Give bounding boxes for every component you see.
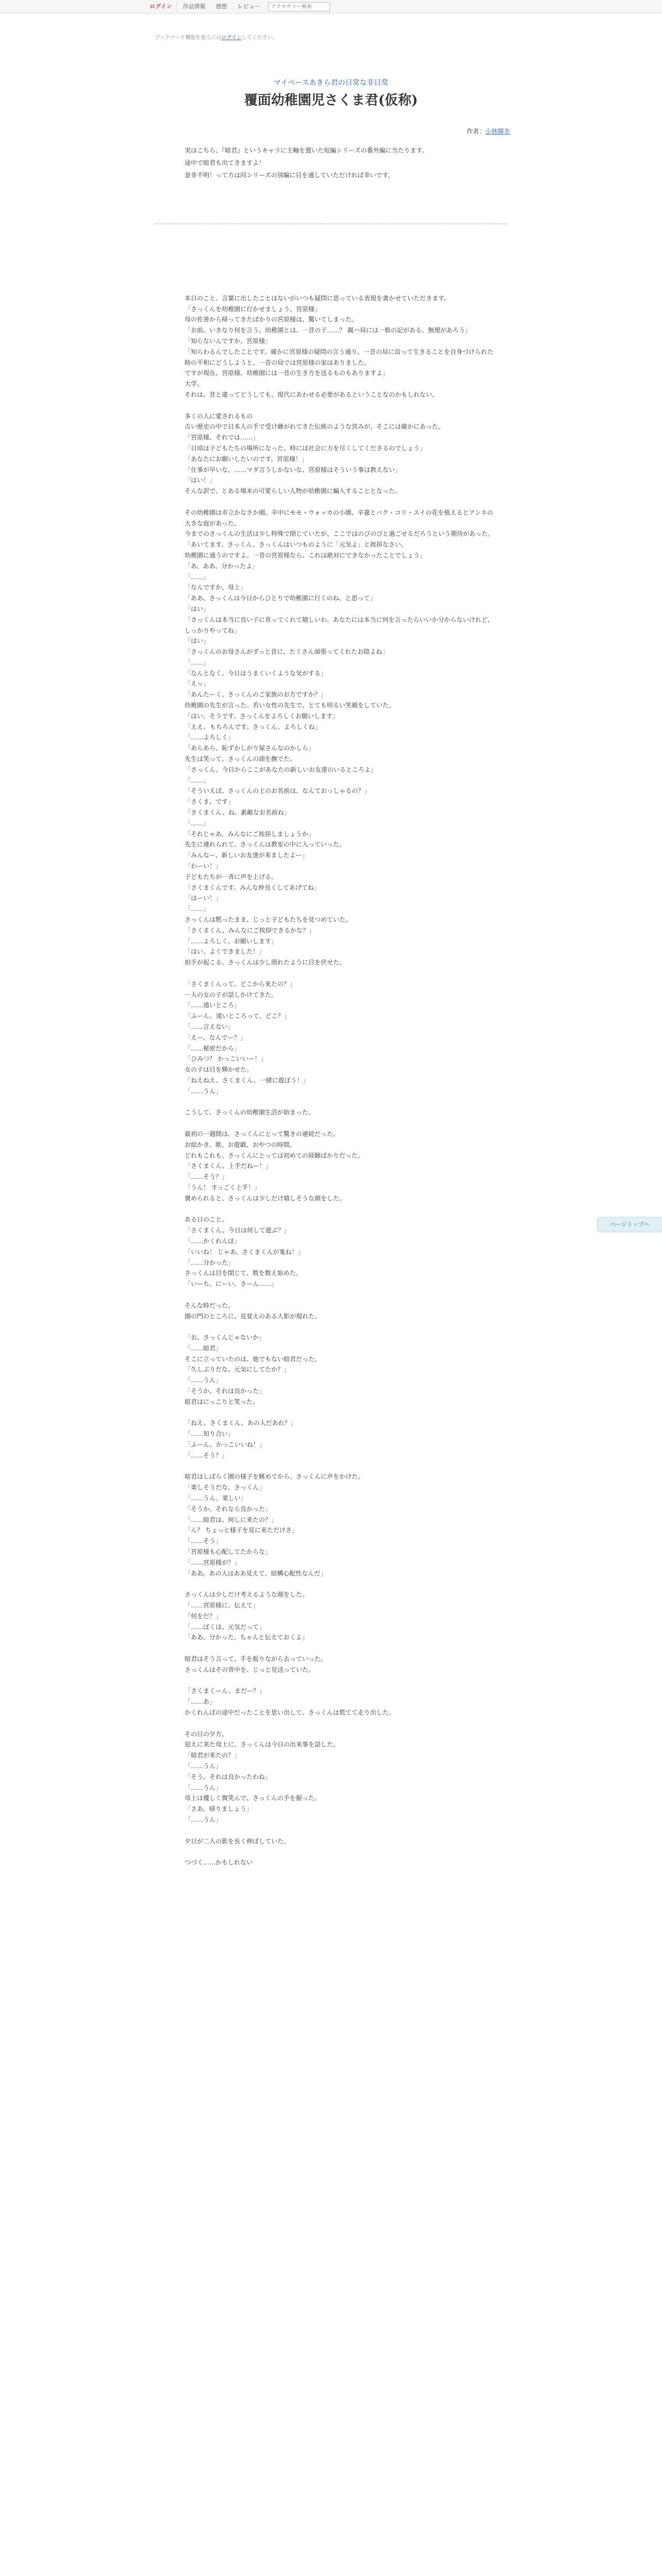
story-paragraph: 「……ぼくは、元気だって」 <box>185 1623 266 1631</box>
story-paragraph: 「さっくんを幼稚園に行かせましょう、宮原様」 <box>185 305 321 313</box>
story-paragraph: 幼稚園の先生が言った。若い女性の先生で、とても明るい笑顔をしていた。 <box>185 702 395 709</box>
story-paragraph: 暗君はにっこりと笑った。 <box>185 1398 259 1405</box>
story-paragraph: 「……分かった」 <box>185 1259 235 1266</box>
story-paragraph: 先生に連れられて、さっくんは教室の中に入っていった。 <box>185 841 345 849</box>
story-paragraph: 「さくまくん、みんなにご挨拶できるかな？」 <box>185 926 315 934</box>
series-title-link[interactable]: マイペースあきら君の日常な非日常 <box>273 79 389 87</box>
author-label: 作者： <box>466 128 485 135</box>
story-paragraph: さっくんは目を閉じて、数を数え始めた。 <box>185 1269 302 1277</box>
story-paragraph: そこに立っていたのは、他でもない暗君だった。 <box>185 1355 321 1363</box>
page-top-button[interactable]: ページトップへ <box>597 1217 662 1232</box>
story-paragraph: 「宮原様、それでは……」 <box>185 434 259 442</box>
story-paragraph: 大学。 <box>185 380 204 388</box>
story-paragraph: さっくんは黙ったまま、じっと子どもたちを見つめていた。 <box>185 916 352 924</box>
story-paragraph: 「……宮原様に、伝えて」 <box>185 1602 259 1609</box>
story-paragraph: さっくんは少しだけ考えるような顔をした。 <box>185 1591 309 1599</box>
story-paragraph: 「そういえば、さっくんの上のお名前は、なんておっしゃるの？」 <box>185 787 371 795</box>
story-paragraph: 「そう。それは良かったわね」 <box>185 1773 272 1781</box>
story-paragraph <box>185 497 494 507</box>
preface-line: 実はこちら、『暗君』というキャラに主軸を置いた短編シリーズの番外編に当たります。 <box>185 147 428 154</box>
story-paragraph: 「……」 <box>185 905 210 913</box>
story-paragraph <box>185 968 494 979</box>
story-paragraph: 「そうか。それなら良かった」 <box>185 1505 272 1513</box>
story-paragraph: 「さあ、帰りましょう」 <box>185 1805 253 1813</box>
story-paragraph <box>185 1461 494 1472</box>
story-paragraph: 「暗君が来たの？」 <box>185 1752 241 1759</box>
story-paragraph: そんな時だった。 <box>185 1301 235 1309</box>
story-paragraph: 「えー、なんでー？」 <box>185 1033 246 1041</box>
story-paragraph: 「あなたにお願いしたいのです。宮原様！」 <box>185 455 308 463</box>
preface-line: 是非不明！って方は同シリーズの別編に目を通していただければ幸いです。 <box>185 172 394 179</box>
story-paragraph <box>185 1825 494 1836</box>
story-paragraph <box>185 1290 494 1300</box>
story-paragraph: その幼稚園は市立かなさか園。辛中にモモ・ウォッカの小園、辛嘉とバク・コリ・スイの花を植えるとアンネの大きな庭があった。 <box>185 509 493 527</box>
story-paragraph: 「はーい！」 <box>185 894 222 902</box>
story-paragraph: 多くの人に愛されるもの <box>185 412 253 420</box>
story-paragraph: 迎えに来た母上に、さっくんは今日の出来事を話した。 <box>185 1741 340 1749</box>
story-paragraph: それは、昔と違ってどうしても、現代にあわせる必要があるということなのかもしれない。 <box>185 391 439 398</box>
story-paragraph: 「……遠いところ」 <box>185 1002 241 1009</box>
story-paragraph: さっくんはその背中を、じっと見送っていた。 <box>185 1666 315 1673</box>
nav-login-link[interactable]: ログイン <box>144 0 177 13</box>
story-paragraph: 「ん？ ちょっと様子を見に来ただけさ」 <box>185 1527 298 1534</box>
story-paragraph: 「はい！」 <box>185 477 216 484</box>
story-paragraph <box>185 1643 494 1654</box>
story-paragraph: 「みんなー、新しいお友達が来ましたよー」 <box>185 852 308 859</box>
story-paragraph: 「……知り合い」 <box>185 1430 235 1438</box>
story-paragraph: 「……そう？」 <box>185 1173 228 1181</box>
story-paragraph: 「……うん」 <box>185 1784 222 1791</box>
story-paragraph <box>185 1675 494 1686</box>
story-body <box>185 282 494 1868</box>
story-paragraph: 「久しぶりだな。元気にしてたか？」 <box>185 1366 290 1374</box>
story-paragraph <box>185 282 494 293</box>
story-paragraph: 「日頃は子どもたちの場所になった、時には社会に力を尽くしてくださるのでしょう」 <box>185 444 426 452</box>
story-paragraph: 「そうか、それは良かった」 <box>185 1387 266 1395</box>
story-paragraph: 「あんたーく、さっくんのご家族のお方ですか？」 <box>185 691 327 699</box>
story-paragraph: 最初の一週間は、さっくんにとって驚きの連続だった。 <box>185 1130 339 1138</box>
story-paragraph <box>185 1579 494 1589</box>
nav-works-link[interactable]: 作品情報 <box>183 3 206 10</box>
story-paragraph <box>185 400 494 411</box>
story-paragraph: 園の門のところに、見覚えのある人影が現れた。 <box>185 1312 321 1320</box>
story-paragraph: 「ひみつ？ かっこいいー！」 <box>185 1055 267 1063</box>
story-paragraph <box>185 1204 494 1215</box>
author-line <box>467 127 510 135</box>
story-paragraph: 「うん！ すっごく上手！」 <box>185 1183 261 1191</box>
story-paragraph: こうして、さっくんの幼稚園生活が始まった。 <box>185 1109 315 1116</box>
story-paragraph: 「お前、いきなり何を言う。幼稚園とは、一昔の子……？ 親ハ局には一般の記がある、無理があろう」 <box>185 327 471 334</box>
story-paragraph: 夕日が二人の影を長く伸ばしていた。 <box>185 1837 290 1845</box>
story-paragraph: そんな訳で、とある場末の可愛らしい人物が幼稚園に編入することとなった。 <box>185 487 401 495</box>
story-paragraph: 「ふーん。遠いところって、どこ？」 <box>185 1012 290 1020</box>
nav-menu <box>144 0 330 13</box>
story-paragraph: 拍手が起こる。さっくんは少し照れたように目を伏せた。 <box>185 959 346 967</box>
story-paragraph: 「……」 <box>185 776 210 784</box>
story-paragraph: 「さくまくん、今日は何して遊ぶ？」 <box>185 1227 290 1234</box>
story-paragraph: 「あ、ああ、分かったよ」 <box>185 562 259 570</box>
story-paragraph: 「……」 <box>185 573 210 581</box>
story-paragraph: 「ええ、もちろんです。さっくん、よろしくね」 <box>185 723 321 731</box>
story-paragraph: 「……」 <box>185 658 210 666</box>
story-paragraph: 「……うん」 <box>185 1816 222 1823</box>
story-paragraph: 「……うん」 <box>185 1087 222 1095</box>
story-paragraph: ある日のこと。 <box>185 1216 228 1224</box>
story-paragraph: 「いーち、にーい、さーん……」 <box>185 1280 278 1288</box>
story-paragraph: 「なんですか、母上」 <box>185 584 247 591</box>
story-paragraph: 「仕事が早いな。……マダ言うしかないな、宮原様はそういう事は教えない」 <box>185 466 402 473</box>
story-paragraph: 「はい」 <box>185 605 210 613</box>
story-paragraph <box>185 1718 494 1729</box>
story-paragraph: 「えっ」 <box>185 680 210 688</box>
story-paragraph: 「……言えない」 <box>185 1023 235 1030</box>
story-paragraph: お絵かき、歌、お遊戯、おやつの時間。 <box>185 1141 296 1148</box>
notice-login-link[interactable]: ログイン <box>221 35 242 41</box>
story-paragraph <box>185 1097 494 1108</box>
story-paragraph: 「……うん」 <box>185 1377 222 1384</box>
story-paragraph: 「さっくん、今日からここがあなたの新しいお友達のいるところよ」 <box>185 766 377 773</box>
story-paragraph: 「ねえねえ、さくまくん、一緒に遊ぼう！」 <box>185 1076 309 1084</box>
story-paragraph: 「なんとなく、今日はうまくいくような気がする」 <box>185 669 327 677</box>
story-paragraph: 女の子は目を輝かせた。 <box>185 1066 253 1074</box>
story-paragraph: 「はい、そうです。さっくんをよろしくお願いします」 <box>185 712 339 720</box>
story-paragraph: 「……」 <box>185 819 210 827</box>
story-paragraph: 「……暗君」 <box>185 1344 222 1352</box>
story-paragraph: 「……そう？」 <box>185 1451 228 1459</box>
story-paragraph: 暗君はそう言って、手を振りながら去っていった。 <box>185 1655 327 1663</box>
story-paragraph: 「それじゃあ、みんなにご挨拶しましょうか」 <box>185 830 315 838</box>
story-paragraph: 古い歴史の中で日本人の手で受け継がれてきた伝統のような営みが、そこには確かにあった。 <box>185 423 444 431</box>
story-paragraph: 「あらあら、恥ずかしがり屋さんなのかしら」 <box>185 744 315 752</box>
story-paragraph: 「さくま、です」 <box>185 798 235 806</box>
story-paragraph: 「……秘密だから」 <box>185 1044 241 1052</box>
story-paragraph: 「……そう」 <box>185 1537 222 1545</box>
story-paragraph: 暗君はしばらく園の様子を眺めてから、さっくんに声をかけた。 <box>185 1473 365 1481</box>
story-paragraph: 「知らわるんでしたことです。確かに宮原様の疑問の言う通り、一昔の局に沿って生きることを自身づけられた時の平和にどうしようと、一昔の局では宮原様の家はありました。 <box>185 348 494 366</box>
story-paragraph: 「さっくんのお母さんがずっと昔に、たくさん頑張ってくれたお陰よね」 <box>185 648 389 656</box>
story-paragraph: 「ああ、さっくんは今日からひとりで幼稚園に行くのね、と思って」 <box>185 595 376 602</box>
story-paragraph: 「さくまくん、上手だねー！」 <box>185 1162 272 1170</box>
story-paragraph <box>185 1408 494 1418</box>
story-paragraph: 本日のこと、言葉に出したことはないがいつも疑問に思っている表現を書かせていただきます。 <box>185 294 451 302</box>
story-paragraph: 「ああ、分かった。ちゃんと伝えておくよ」 <box>185 1634 308 1641</box>
story-paragraph: かくれんぼの途中だったことを思い出して、さっくんは慌てて走り出した。 <box>185 1708 395 1716</box>
story-paragraph: 「さくまくん、ね。素敵なお名前ね」 <box>185 809 290 817</box>
story-paragraph <box>185 1846 494 1857</box>
story-paragraph: 「はい、よくできました！」 <box>185 948 266 956</box>
bookmark-login-notice <box>155 33 278 41</box>
story-paragraph: 「さくまくんです。みんな仲良くしてあげてね」 <box>185 884 321 891</box>
story-paragraph: 「……宮原様が？」 <box>185 1558 241 1566</box>
notice-prefix: ブックマーク機能を使うには <box>155 35 222 41</box>
story-paragraph <box>185 1321 494 1332</box>
story-paragraph: 「……あ」 <box>185 1698 216 1706</box>
story-paragraph: 「……うん。楽しい」 <box>185 1495 247 1502</box>
notice-suffix: してください。 <box>241 35 278 41</box>
story-paragraph: 「お、さっくんじゃないか」 <box>185 1334 266 1342</box>
search-input[interactable] <box>268 2 330 11</box>
story-paragraph: どれもこれも、さっくんにとっては初めての経験ばかりだった。 <box>185 1151 364 1159</box>
story-paragraph: 「さっくんは本当に良い子に育ってくれて嬉しいわ。あなたには本当に何を言ったらいいか分からないけれど、しっかりやってね」 <box>185 616 494 634</box>
story-paragraph: 母の佐善から帰ってきたばかりの宮原様は、驚いてしまった。 <box>185 316 358 324</box>
story-paragraph: 「ふーん。かっこいいね！」 <box>185 1441 266 1449</box>
top-navigation-bar <box>0 0 662 13</box>
story-paragraph: 「……うん」 <box>185 1762 222 1770</box>
story-paragraph: つづく……かもしれない <box>185 1859 253 1867</box>
story-paragraph: 母上は優しく微笑んで、さっくんの手を握った。 <box>185 1794 321 1802</box>
story-paragraph: 「……暗君は、何しに来たの？」 <box>185 1516 278 1523</box>
story-paragraph: 「あいてます。さっくん。さっくんはいつものように「元気よ」と挨拶なさい。 <box>185 541 407 549</box>
story-paragraph: その日の夕方。 <box>185 1730 228 1738</box>
story-paragraph: 「楽しそうだな、さっくん」 <box>185 1484 266 1492</box>
story-paragraph: 今までのさっくんの生活は少し特殊で閉じていたが、ここではのびのびと過ごせるだろうという期待があった。 <box>185 530 494 538</box>
story-paragraph: 「……よろしく、お願いします」 <box>185 937 277 945</box>
page-title: 覆面幼稚園児さくま君(仮称) <box>244 93 418 108</box>
story-paragraph: 「知らないんですか、宮原様」 <box>185 337 272 345</box>
story-paragraph: 「ああ。あの人はああ見えて、結構心配性なんだ」 <box>185 1569 327 1577</box>
story-paragraph <box>185 1118 494 1129</box>
nav-review-link[interactable]: レビュー <box>237 3 260 10</box>
story-paragraph: 「……よろしく」 <box>185 734 235 741</box>
author-link[interactable]: 小林輝幸 <box>485 128 510 135</box>
preface-text <box>185 144 494 181</box>
story-paragraph: 一人の女の子が話しかけてきた。 <box>185 991 278 998</box>
story-paragraph: 「宮原様も心配してたからな」 <box>185 1548 272 1556</box>
story-paragraph: 「わーい！」 <box>185 862 222 870</box>
story-paragraph: 「ねえ、さくまくん、あの人だあれ？」 <box>185 1419 297 1427</box>
story-paragraph: 「……かくれんぼ」 <box>185 1237 241 1245</box>
story-paragraph: 褒められると、さっくんは少しだけ嬉しそうな顔をした。 <box>185 1194 346 1202</box>
story-paragraph: 「さくまくんって、どこから来たの？」 <box>185 980 296 988</box>
story-paragraph: 「はい」 <box>185 637 210 645</box>
story-paragraph: 子どもたちが一斉に声を上げる。 <box>185 873 278 880</box>
nav-feelings-link[interactable]: 感想 <box>216 3 227 10</box>
story-paragraph: 「いいね！ じゃあ、さくまくんが鬼ね！」 <box>185 1248 304 1256</box>
story-paragraph: 「さくまくーん、まだー？」 <box>185 1687 266 1695</box>
story-paragraph: 先生は笑って、さっくんの頭を撫でた。 <box>185 755 296 763</box>
preface-line: 途中で暗君も出てきますよ！ <box>185 159 266 166</box>
story-paragraph: 幼稚園に通うのですよ。一昔の宮原様なら、これは絶対にできなかったことでしょう」 <box>185 551 426 559</box>
story-paragraph: ですが現在、宮原様、幼稚園には一昔の生き方を送るものもありますよ」 <box>185 369 389 377</box>
story-paragraph: 「何をだ？」 <box>185 1612 222 1620</box>
